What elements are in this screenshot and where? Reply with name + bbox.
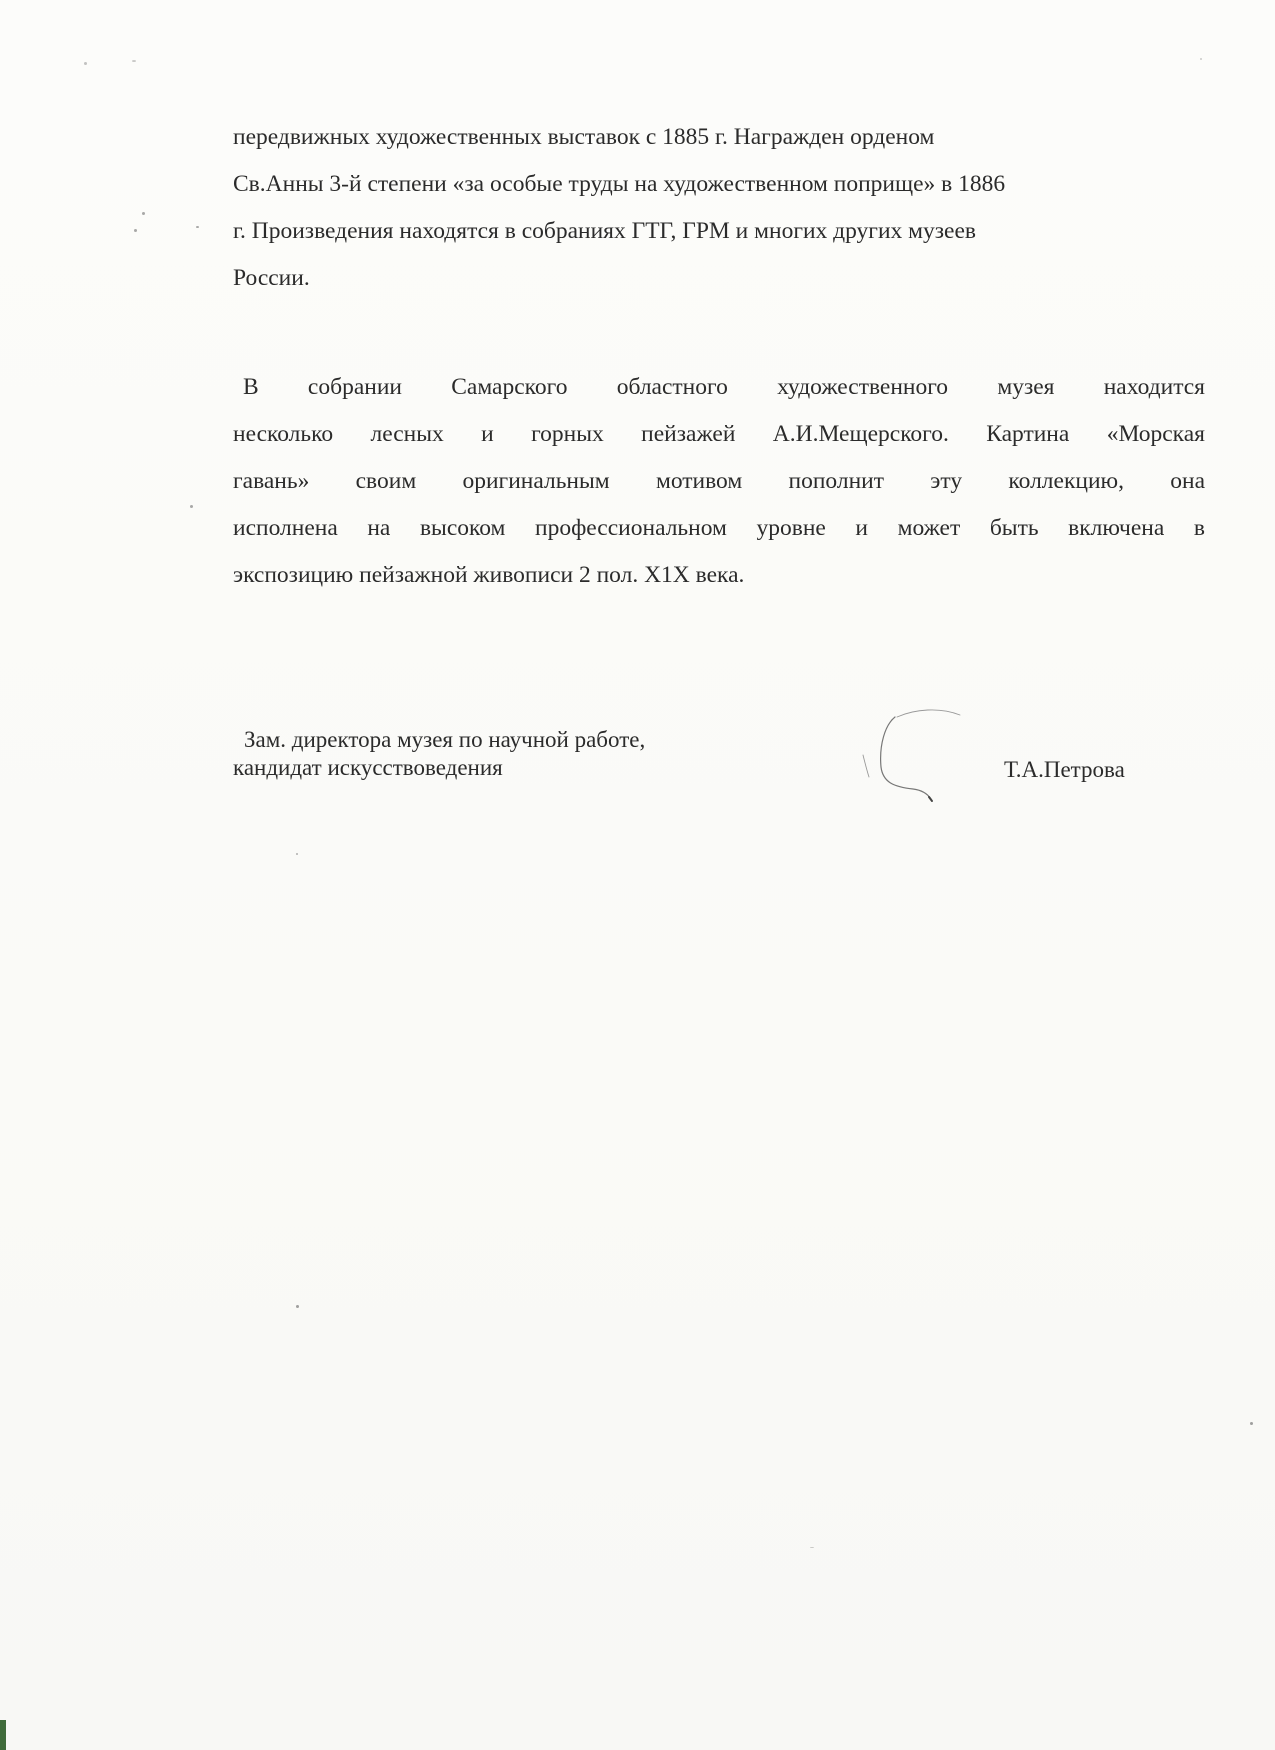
paragraph-museum-collection [233, 364, 1205, 599]
text-line: экспозицию пейзажной живописи 2 пол. Х1Х века. [233, 562, 745, 588]
text-line: России. [233, 265, 310, 291]
text-line: исполнена на высоком профессиональном уровне и может быть включена в [233, 515, 1205, 541]
scan-speck [810, 1547, 814, 1548]
scan-speck [142, 212, 145, 215]
text-line: несколько лесных и горных пейзажей А.И.Мещерского. Картина «Морская [233, 421, 1205, 447]
handwritten-signature [855, 705, 975, 805]
text-line: Св.Анны 3-й степени «за особые труды на художественном поприще» в 1886 [233, 171, 1006, 197]
scan-speck [190, 505, 193, 508]
scan-speck [134, 229, 137, 232]
text-line: г. Произведения находятся в собраниях ГТГ, ГРМ и многих других музеев [233, 218, 977, 244]
scan-speck [296, 1305, 299, 1308]
signatory-name: Т.А.Петрова [1004, 757, 1125, 782]
signatory-degree: кандидат искусствоведения [233, 755, 503, 780]
scan-speck [132, 60, 136, 62]
text-line: гавань» своим оригинальным мотивом пополнит эту коллекцию, она [233, 468, 1205, 494]
scan-speck [84, 62, 87, 65]
scan-speck [1200, 58, 1202, 60]
text-line: В собрании Самарского областного художественного музея находится [243, 374, 1205, 400]
scan-speck [196, 226, 199, 228]
scan-edge-mark [0, 1720, 6, 1750]
scan-speck [1250, 1422, 1253, 1425]
paragraph-artist-biography [233, 114, 1213, 302]
scan-speck [296, 853, 298, 855]
signatory-position: Зам. директора музея по научной работе, [244, 727, 646, 752]
text-line: передвижных художественных выставок с 1885 г. Награжден орденом [233, 124, 935, 150]
